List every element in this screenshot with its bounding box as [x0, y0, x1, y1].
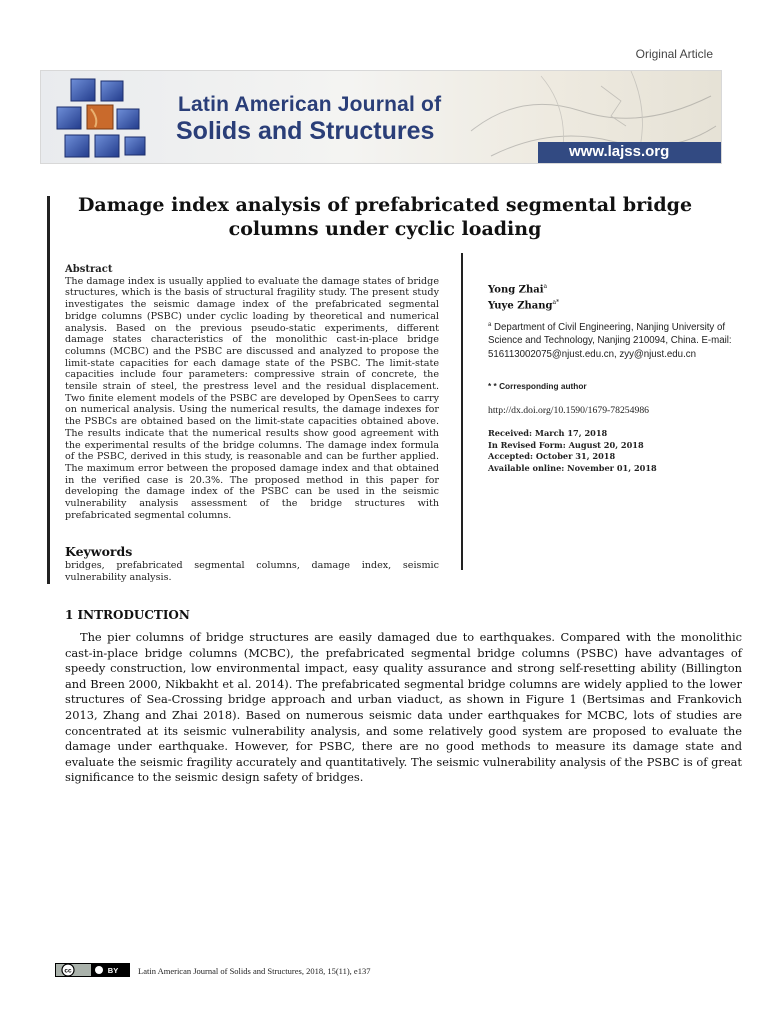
- publication-dates: [488, 428, 657, 474]
- affiliation-mark: a: [488, 322, 492, 328]
- footer-citation: Latin American Journal of Solids and Structures, 2018, 15(11), e137: [138, 966, 371, 976]
- author-item: [488, 280, 559, 296]
- author-list: [488, 280, 559, 313]
- article-type-label: Original Article: [635, 47, 713, 61]
- journal-logo-cubes-icon: [51, 75, 151, 161]
- journal-name-line1: Latin American Journal of: [178, 93, 442, 116]
- title-left-rule: [47, 196, 50, 584]
- abstract-block: [65, 264, 439, 521]
- doi-link[interactable]: http://dx.doi.org/10.1590/1679-78254986: [488, 405, 650, 416]
- author-name: Yong Zhai: [488, 284, 544, 296]
- section-heading: 1 INTRODUCTION: [65, 608, 190, 622]
- affiliation: [488, 319, 738, 361]
- cc-label: cc: [64, 967, 72, 975]
- by-label: BY: [107, 966, 119, 975]
- journal-name-line2: Solids and Structures: [176, 117, 435, 145]
- keywords-text: bridges, prefabricated segmental columns, damage index, seismic vulnerability analysis.: [65, 560, 439, 583]
- author-affiliation-mark: a: [543, 283, 548, 290]
- author-affiliation-mark: a*: [552, 299, 560, 307]
- affiliation-text: Department of Civil Engineering, Nanjing University of Science and Technology, Nanjing 210094, China. E-mail: 516113002075@njust.edu.cn, zyy@njust.edu.cn: [488, 322, 732, 360]
- section-body: The pier columns of bridge structures are easily damaged due to earthquakes. Compared with the monolithic cast-in-place bridge columns (MCBC), the prefabricated segmental bridge columns (PSBC) have advantages of speedy construction, low environmental impact, easy quality assurance and strong self-resetting ability (Billington and Breen 2000, Nikbakht et al. 2014). The prefabricated segmental bridge columns are widely applied to the lower structures of Sea-Crossing bridge approach and urban viaduct, as shown in Figure 1 (Bertsimas and Frankovich 2013, Zhang and Zhai 2018). Based on numerous seismic data under earthquakes for MCBC, lots of studies are concentrated at its seismic vulnerability analysis, and some relatively good system are proposed to evaluate the damage under earthquake. However, for PSBC, there are no good methods to measure its damage state and evaluate the seismic fragility accurately and quantitatively. The seismic vulnerability analysis of the PSBC is of great significance to the seismic design safety of bridges.: [65, 630, 742, 785]
- author-name: Yuye Zhang: [488, 300, 553, 312]
- revised-date: In Revised Form: August 20, 2018: [488, 439, 644, 450]
- received-date: Received: March 17, 2018: [488, 428, 608, 438]
- column-divider: [461, 253, 463, 570]
- online-date: Available online: November 01, 2018: [488, 462, 657, 473]
- journal-banner[interactable]: [40, 70, 722, 164]
- paper-title: Damage index analysis of prefabricated segmental bridge columns under cyclic loading: [77, 194, 693, 240]
- abstract-text: The damage index is usually applied to evaluate the damage states of bridge structures, which is the basis of structural fragility study. The present study investigates the seismic damage index of the prefabricated segmental bridge columns (PSBC) under cyclic loading by theoretical and numerical analysis. Based on the previous pseudo-static experiments, different damage states characteristics of the monolithic cast-in-place bridge columns (MCBC) and the PSBC are discussed and analyzed to propose the limit-state capacities for each damage state of the PSBC. The limit-state capacities include four parameters: compressive strain of concrete, the tensile strain of steel, the prestress level and the residual displacement. Two finite element models of the PSBC are developed by OpenSees to carry on numerical analysis. Using the numerical results, the damage indexes for the PSBCs are obtained based on the limit-state capacities obtained above. The results indicate that the numerical results show good agreement with the experimental results of the bridge columns. The damage index formula of the PSBC, derived in this study, is reasonable and can be further applied. The maximum error between the proposed damage index and that obtained in the verified case is 20.3%. The proposed method in this paper for developing the damage index of the PSBC can be used in the seismic vulnerability analysis assessment of the bridge structures with prefabricated segmental columns.: [65, 275, 439, 521]
- abstract-heading: Abstract: [65, 264, 113, 275]
- accepted-date: Accepted: October 31, 2018: [488, 451, 616, 461]
- journal-url-link[interactable]: www.lajss.org: [569, 143, 670, 160]
- creative-commons-badge-icon[interactable]: [55, 963, 130, 977]
- keywords-heading: Keywords: [65, 544, 133, 559]
- author-item: [488, 296, 559, 312]
- corresponding-author-note: * * Corresponding author: [488, 381, 587, 391]
